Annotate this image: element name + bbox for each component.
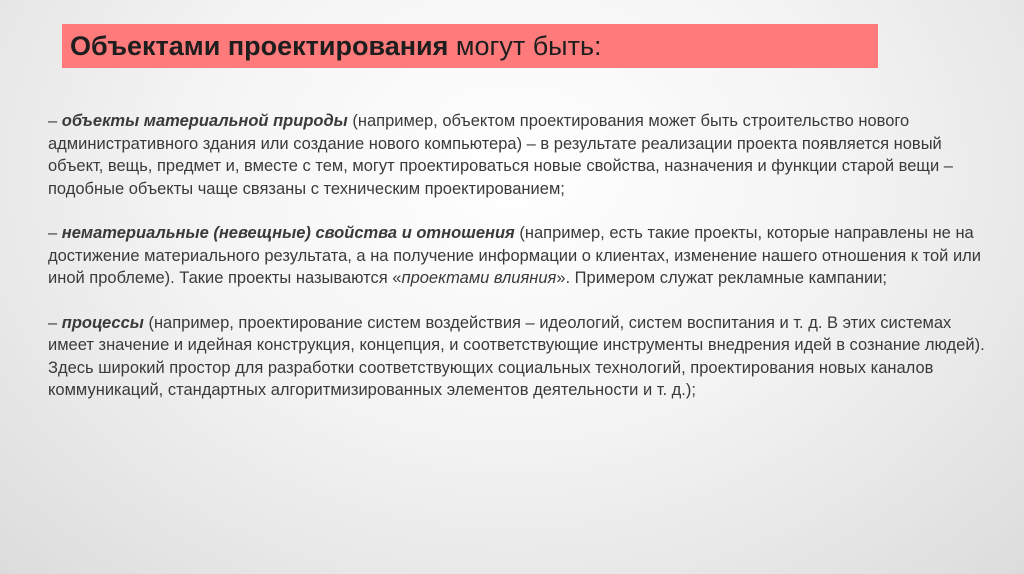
paragraph-text-tail: ». Примером служат рекламные кампании; bbox=[556, 269, 888, 287]
term-processes: процессы bbox=[61, 313, 144, 332]
paragraph-text: (например, есть такие проекты, которые направлены не на достижение материального результата, а на получение информации о клиентах, изменение нашего отношения к той или иной проблеме). Такие проекты называются « bbox=[48, 224, 981, 287]
bullet-dash: – bbox=[48, 313, 62, 332]
bullet-dash: – bbox=[48, 112, 62, 130]
bullet-dash: – bbox=[48, 224, 62, 242]
slide-title bbox=[70, 31, 602, 62]
paragraph-text: (например, объектом проектирования может быть строительство нового административного здания или создание нового компьютера) – в результате реализации проекта появляется новый объект, вещь, предмет и, вместе с тем, могут проектироваться новые свойства, назначения и функции старой вещи – подобные объекты чаще связаны с техническим проектированием; bbox=[48, 112, 953, 198]
paragraph-text: (например, проектирование систем воздействия – идеологий, систем воспитания и т. д. В этих системах имеет значение и идейная конструкция, концепция, и соответствующие инструменты внедрения идей в сознание людей). Здесь широкий простор для разработки соответствующих социальных технологий, проектирования новых каналов коммуникаций, стандартных алгоритмизированных элементов деятельности и т. д.); bbox=[48, 313, 985, 399]
term-material-objects: объекты материальной природы bbox=[61, 112, 348, 130]
title-bar bbox=[62, 24, 878, 68]
term-immaterial-properties: нематериальные (невещные) свойства и отношения bbox=[61, 224, 515, 242]
paragraph-material-objects bbox=[48, 110, 998, 200]
slide-content bbox=[48, 110, 998, 424]
paragraph-processes bbox=[48, 312, 998, 402]
title-rest-part: могут быть: bbox=[448, 30, 602, 61]
title-bold-part: Объектами проектирования bbox=[70, 30, 449, 61]
term-influence-projects: проектами влияния bbox=[401, 269, 557, 287]
paragraph-immaterial-properties bbox=[48, 222, 998, 290]
